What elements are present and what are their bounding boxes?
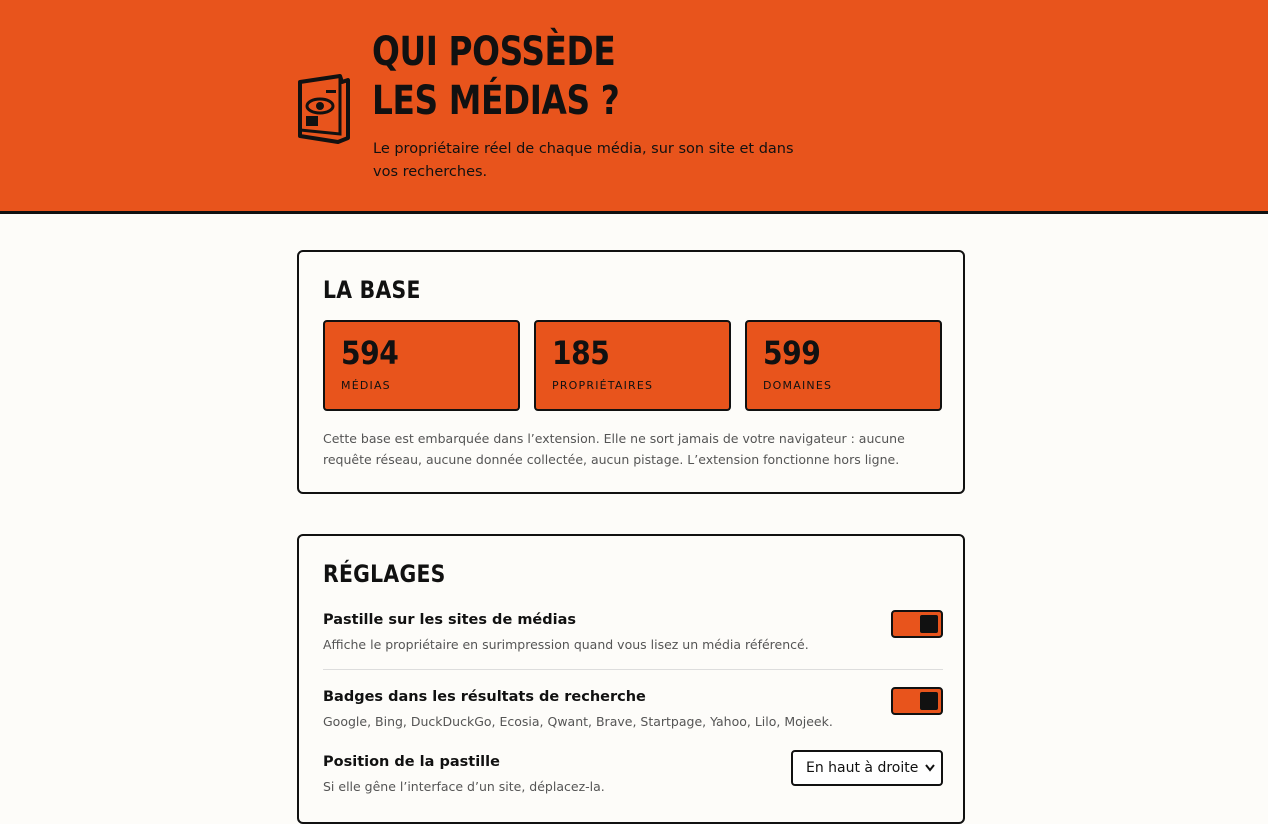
stat-medias-label: MÉDIAS bbox=[341, 379, 391, 392]
pastille-toggle-knob bbox=[920, 615, 938, 633]
position-select-value: En haut à droite bbox=[806, 760, 919, 776]
base-note: Cette base est embarquée dans l’extension. Elle ne sort jamais de votre navigateur : aucune requête réseau, aucune donnée collectée, aucun pistage. L’extension fonctionne hors ligne. bbox=[323, 431, 905, 467]
stat-domaines-label: DOMAINES bbox=[763, 379, 833, 392]
chevron-down-icon bbox=[925, 764, 935, 772]
badges-setting-desc: Google, Bing, DuckDuckGo, Ecosia, Qwant, Brave, Startpage, Yahoo, Lilo, Mojeek. bbox=[323, 714, 833, 729]
page-title-line1: QUI POSSÈDE bbox=[372, 29, 616, 75]
stat-medias bbox=[323, 320, 520, 411]
header-banner bbox=[0, 0, 1268, 214]
stat-domaines-value: 599 bbox=[763, 334, 821, 372]
page-title-line2: LES MÉDIAS ? bbox=[372, 78, 620, 124]
base-card bbox=[297, 250, 965, 494]
pastille-toggle[interactable] bbox=[891, 610, 943, 638]
page-title bbox=[372, 28, 619, 126]
position-setting-title: Position de la pastille bbox=[323, 754, 500, 770]
badges-toggle-knob bbox=[920, 692, 938, 710]
badges-toggle[interactable] bbox=[891, 687, 943, 715]
stat-proprietaires-label: PROPRIÉTAIRES bbox=[552, 379, 654, 392]
pastille-setting-desc: Affiche le propriétaire en surimpression quand vous lisez un média référencé. bbox=[323, 637, 809, 652]
stat-domaines bbox=[745, 320, 942, 411]
badges-setting-title: Badges dans les résultats de recherche bbox=[323, 689, 646, 705]
stat-proprietaires bbox=[534, 320, 731, 411]
newspaper-eye-icon bbox=[296, 72, 354, 144]
stat-medias-value: 594 bbox=[341, 334, 399, 372]
stat-proprietaires-value: 185 bbox=[552, 334, 610, 372]
position-setting-desc: Si elle gêne l’interface d’un site, déplacez-la. bbox=[323, 779, 605, 794]
pastille-setting-title: Pastille sur les sites de médias bbox=[323, 612, 577, 628]
base-title: LA BASE bbox=[323, 276, 421, 304]
settings-card bbox=[297, 534, 965, 824]
page-subtitle: Le propriétaire réel de chaque média, sur son site et dans vos recherches. bbox=[373, 141, 794, 180]
position-select[interactable] bbox=[791, 750, 943, 786]
settings-title: RÉGLAGES bbox=[323, 560, 446, 588]
settings-divider bbox=[323, 669, 943, 670]
